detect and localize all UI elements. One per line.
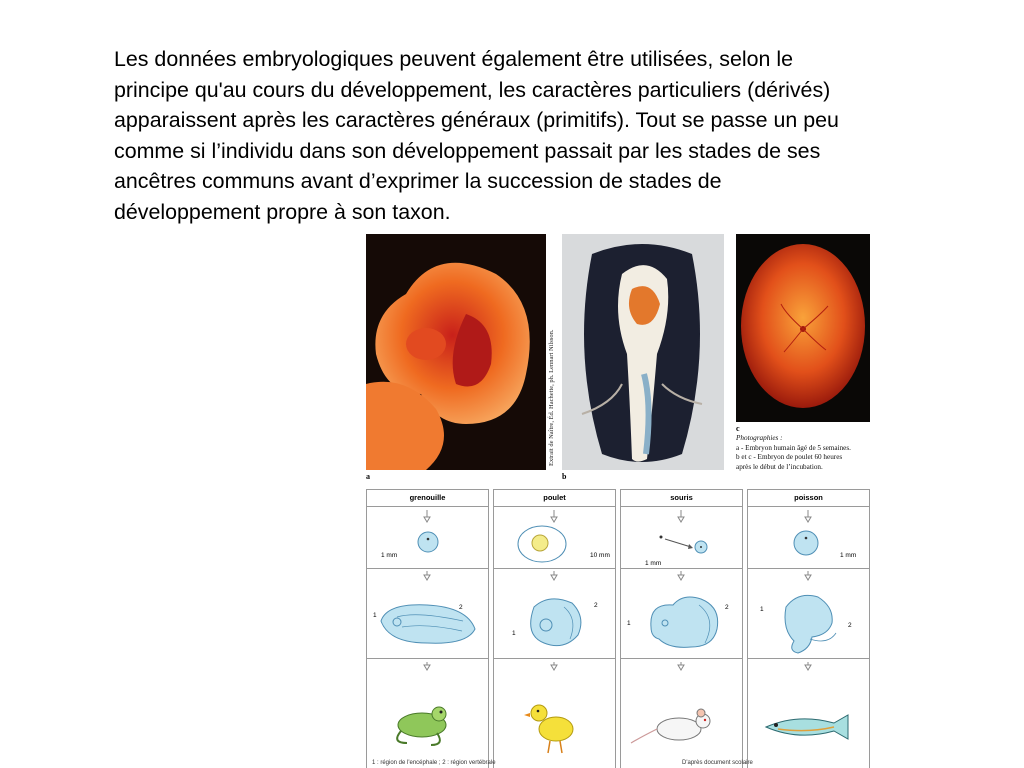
- part-number-2: 2: [848, 622, 852, 629]
- mouse-stages-drawing: [621, 507, 742, 768]
- part-number-2: 2: [594, 602, 598, 609]
- paragraph-line: apparaissent après les caractères généraux (primitifs). Tout se passe un peu: [114, 108, 839, 133]
- scale-label: 1 mm: [645, 560, 662, 567]
- caption-line-bc2: après le début de l’incubation.: [736, 462, 823, 471]
- paragraph-line: ancêtres communs avant d’exprimer la succession de stades de: [114, 169, 722, 194]
- column-title: grenouille: [367, 490, 488, 507]
- paragraph-line: comme si l’individu dans son développement passait par les stades de ses: [114, 138, 821, 163]
- part-number-1: 1: [512, 630, 516, 637]
- column-title: poisson: [748, 490, 869, 507]
- part-number-2: 2: [459, 604, 463, 611]
- part-number-1: 1: [373, 612, 377, 619]
- paragraph-line: Les données embryologiques peuvent également être utilisées, selon le: [114, 47, 793, 71]
- intro-paragraph: [114, 44, 994, 228]
- caption-line-bc: b et c - Embryon de poulet 60 heures: [736, 453, 843, 461]
- scale-label: 1 mm: [381, 552, 398, 559]
- scale-label: 10 mm: [590, 552, 610, 559]
- photo-human-embryo: [366, 234, 546, 470]
- part-number-1: 1: [760, 606, 764, 613]
- scale-label: 1 mm: [840, 552, 857, 559]
- column-souris: [620, 489, 743, 768]
- part-number-2: 2: [725, 604, 729, 611]
- chick-stages-drawing: [494, 507, 615, 768]
- photo-label-b: b: [562, 472, 567, 481]
- frog-stages-drawing: [367, 507, 488, 768]
- photo-caption: [736, 434, 874, 472]
- column-grenouille: [366, 489, 489, 768]
- figure-footnote-right: D'après document scolaire: [682, 760, 753, 766]
- photo-egg: [736, 234, 870, 422]
- paragraph-line: développement propre à son taxon.: [114, 199, 451, 224]
- photo-label-a: a: [366, 472, 370, 481]
- column-poisson: [747, 489, 870, 768]
- photo-credit: Extrait de Naître, Éd. Hachette, ph. Lennart Nilsson.: [548, 329, 555, 466]
- column-title: souris: [621, 490, 742, 507]
- column-title: poulet: [494, 490, 615, 507]
- photo-chick-embryo: [562, 234, 724, 470]
- photo-label-c: c: [736, 424, 740, 433]
- fish-stages-drawing: [748, 507, 869, 768]
- paragraph-line: principe qu'au cours du développement, les caractères particuliers (dérivés): [114, 77, 831, 102]
- caption-line-a: a - Embryon humain âgé de 5 semaines.: [736, 443, 851, 452]
- part-number-1: 1: [627, 620, 631, 627]
- caption-title: Photographies :: [736, 434, 783, 442]
- figure-footnote: 1 : région de l'encéphale ; 2 : région vertébrale: [372, 760, 496, 766]
- column-poulet: [493, 489, 616, 768]
- embryo-figure: [362, 226, 874, 768]
